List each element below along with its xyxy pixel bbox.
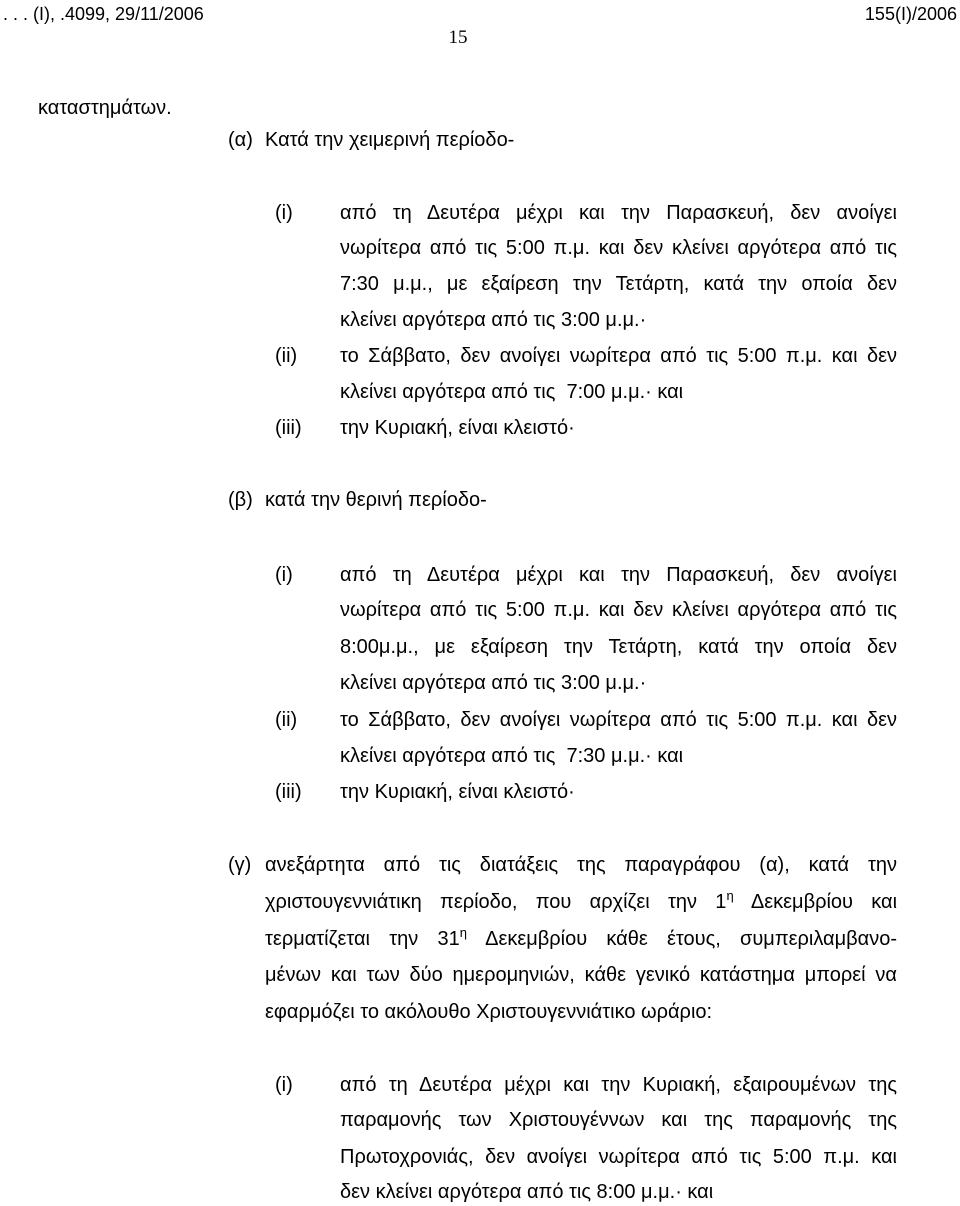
section-b-item-2-line-2: κλείνει αργότερα από τις 7:30 μ.μ.· και (340, 745, 684, 767)
section-a-item-3-line-1: την Κυριακή, είναι κλειστό· (340, 417, 575, 439)
section-a-item-1-line-3: 7:30 μ.μ., με εξαίρεση την Τετάρτη, κατά την οποία δεν (340, 273, 897, 295)
section-c-label: (γ) (228, 854, 252, 876)
section-c-item-1-line-4: δεν κλείνει αργότερα από τις 8:00 μ.μ.· και (340, 1181, 714, 1203)
section-c-line-2-text-rest: Δεκεμβρίου και (733, 891, 898, 913)
section-b-item-3-label: (iii) (275, 781, 302, 803)
section-c-item-1-line-1: από τη Δευτέρα μέχρι και την Κυριακή, εξαιρουμένων της (340, 1074, 897, 1096)
section-a-item-1-line-2: νωρίτερα από τις 5:00 π.μ. και δεν κλείνει αργότερα από τις (340, 237, 897, 259)
section-b-item-2-label: (ii) (275, 709, 298, 731)
section-b-item-1-line-3: 8:00μ.μ., με εξαίρεση την Τετάρτη, κατά την οποία δεν (340, 636, 897, 658)
section-a-item-2-line-2: κλείνει αργότερα από τις 7:00 μ.μ.· και (340, 381, 684, 403)
superscript-ordinal: η (459, 925, 467, 940)
section-c-line-3 (265, 927, 897, 951)
section-b-item-2-line-1: το Σάββατο, δεν ανοίγει νωρίτερα από τις 5:00 π.μ. και δεν (340, 709, 897, 731)
section-c-line-5: εφαρμόζει το ακόλουθο Χριστουγεννιάτικο ωράριο: (265, 1001, 713, 1023)
header-law-number: 155(I)/2006 (864, 4, 957, 24)
section-c-item-1-line-3: Πρωτοχρονιάς, δεν ανοίγει νωρίτερα από τις 5:00 π.μ. και (340, 1146, 897, 1168)
page-number: 15 (448, 27, 468, 48)
section-c-line-4: μένων και των δύο ημερομηνιών, κάθε γενικό κατάστημα μπορεί να (265, 964, 897, 986)
section-b-item-3-line-1: την Κυριακή, είναι κλειστό· (340, 781, 575, 803)
section-c-item-1-label: (i) (275, 1074, 293, 1096)
superscript-ordinal: η (726, 888, 734, 903)
section-a-item-2-label: (ii) (275, 345, 298, 367)
section-c-line-1: ανεξάρτητα από τις διατάξεις της παραγράφου (α), κατά την (265, 854, 897, 876)
section-b-heading: κατά την θερινή περίοδο- (265, 489, 487, 511)
section-a-item-3-label: (iii) (275, 417, 302, 439)
section-b-label: (β) (228, 489, 253, 511)
section-b-item-1-line-2: νωρίτερα από τις 5:00 π.μ. και δεν κλείνει αργότερα από τις (340, 599, 897, 621)
header-gazette-reference: . . . (I), .4099, 29/11/2006 (3, 4, 204, 24)
section-c-line-3-text-rest: Δεκεμβρίου κάθε έτους, συμπεριλαμβανο- (466, 928, 897, 950)
section-c-line-2 (265, 890, 897, 914)
section-a-item-2-line-1: το Σάββατο, δεν ανοίγει νωρίτερα από τις 5:00 π.μ. και δεν (340, 345, 897, 367)
section-a-label: (α) (228, 129, 253, 151)
section-c-line-3-text: τερματίζεται την 31 (265, 928, 460, 950)
section-c-line-2-text: χριστουγεννιάτικη περίοδο, που αρχίζει την 1 (265, 891, 727, 913)
section-a-heading: Κατά την χειμερινή περίοδο- (265, 129, 515, 151)
section-a-item-1-line-4: κλείνει αργότερα από τις 3:00 μ.μ.· (340, 309, 647, 331)
section-b-item-1-line-1: από τη Δευτέρα μέχρι και την Παρασκευή, δεν ανοίγει (340, 564, 897, 586)
section-a-item-1-line-1: από τη Δευτέρα μέχρι και την Παρασκευή, δεν ανοίγει (340, 202, 897, 224)
section-b-item-1-label: (i) (275, 564, 293, 586)
section-b-item-1-line-4: κλείνει αργότερα από τις 3:00 μ.μ.· (340, 672, 647, 694)
intro-text: καταστημάτων. (38, 97, 172, 119)
section-a-item-1-label: (i) (275, 202, 293, 224)
section-c-item-1-line-2: παραμονής των Χριστουγέννων και της παραμονής της (340, 1109, 897, 1131)
